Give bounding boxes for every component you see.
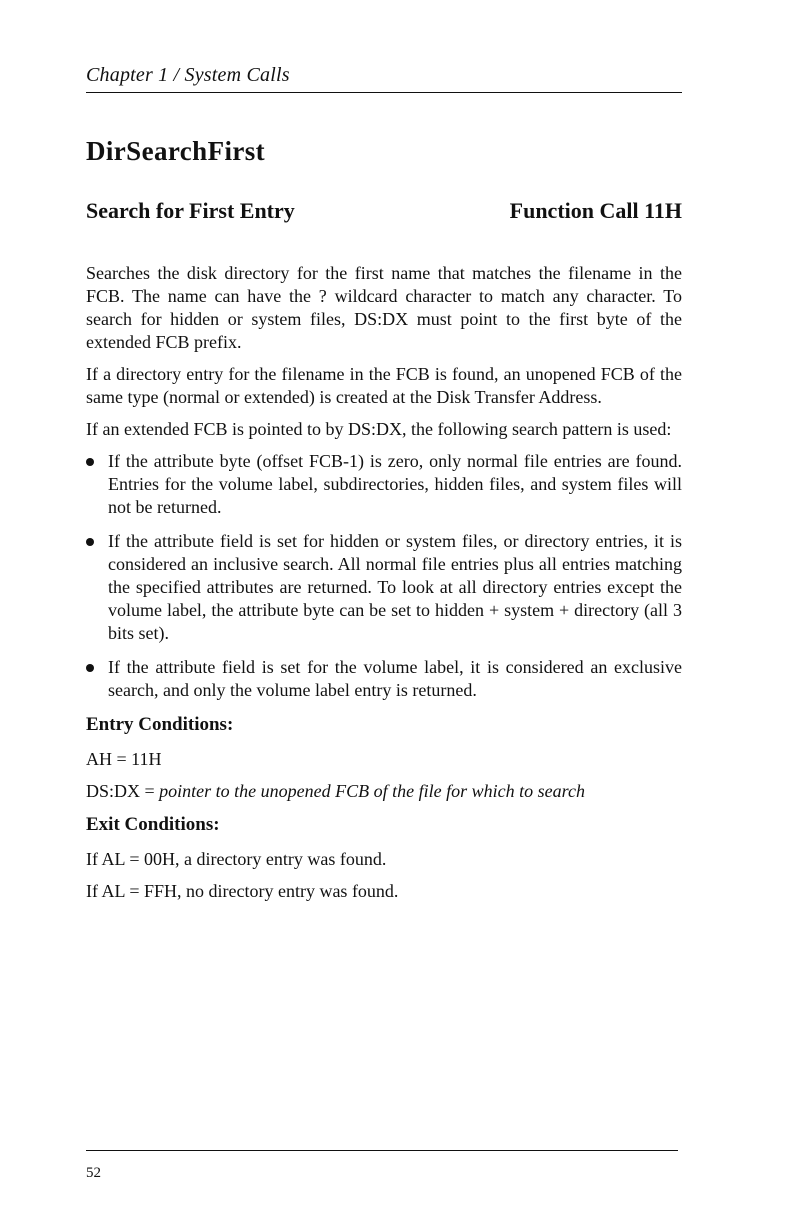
paragraph-found: If a directory entry for the filename in the FCB is found, an unopened FCB of the same type (normal or extended) is created at the Disk Transfer Address.: [86, 364, 682, 407]
search-pattern-list: [86, 450, 682, 702]
page-title: DirSearchFirst: [86, 136, 266, 166]
body-text: [86, 262, 682, 912]
list-item-text: If the attribute field is set for the volume label, it is considered an exclusive search, and only the volume label entry is returned.: [108, 657, 682, 700]
paragraph-extended: If an extended FCB is pointed to by DS:DX, the following search pattern is used:: [86, 419, 672, 439]
list-item-text: If the attribute byte (offset FCB-1) is zero, only normal file entries are found. Entries for the volume label, subdirectories, hidden files, and system files will not be returned.: [108, 451, 682, 517]
entry-condition-dsdx-label: DS:DX =: [86, 781, 160, 801]
bullet-dot-icon: [86, 664, 94, 672]
exit-condition-not-found: If AL = FFH, no directory entry was found.: [86, 881, 399, 901]
list-item: [86, 530, 682, 645]
bullet-dot-icon: [86, 538, 94, 546]
list-item: [86, 656, 682, 702]
entry-condition-ah: AH = 11H: [86, 749, 162, 769]
running-head: Chapter 1 / System Calls: [86, 64, 290, 86]
bullet-dot-icon: [86, 458, 94, 466]
entry-condition-dsdx-desc: pointer to the unopened FCB of the file for which to search: [159, 781, 585, 801]
subtitle-function-call: Function Call 11H: [509, 198, 682, 223]
subtitle-description: Search for First Entry: [86, 198, 295, 223]
entry-conditions-heading: Entry Conditions:: [86, 714, 234, 735]
exit-condition-found: If AL = 00H, a directory entry was found.: [86, 849, 387, 869]
document-page: [86, 0, 682, 1230]
entry-condition-dsdx: [86, 780, 682, 803]
subtitle-row: [86, 198, 682, 224]
exit-conditions-block: [86, 813, 682, 903]
paragraph-intro: Searches the disk directory for the first name that matches the filename in the FCB. The name can have the ? wildcard character to match any character. To search for hidden or system files, DS:DX must point to the first byte of the extended FCB prefix.: [86, 263, 682, 352]
footer-rule: [86, 1150, 678, 1151]
page-number: 52: [86, 1165, 101, 1181]
header-rule: [86, 92, 682, 93]
exit-conditions-heading: Exit Conditions:: [86, 814, 220, 835]
list-item: [86, 450, 682, 519]
list-item-text: If the attribute field is set for hidden or system files, or directory entries, it is considered an inclusive search. All normal file entries plus all entries matching the specified attributes are returned. To look at all directory entries except the volume label, the attribute byte can be set to hidden + system + directory (all 3 bits set).: [108, 531, 682, 643]
